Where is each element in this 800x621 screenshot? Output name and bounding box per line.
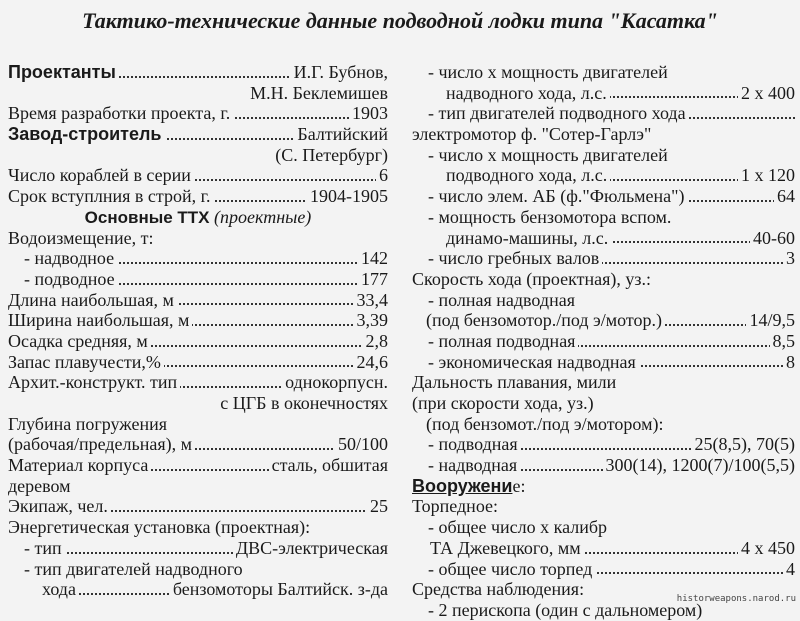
tubes-row [412,538,795,559]
left-column [8,62,388,600]
builder-row [8,124,388,145]
surf-engines-label: - тип двигателей надводного [24,558,243,579]
armament-label-end: е: [512,475,526,496]
builder-label: Завод-строитель [8,124,165,145]
aux-label-1: - мощность бензомотора вспом. [428,206,672,227]
dev-time-row [8,103,388,124]
aux-value: 40-60 [750,228,795,249]
full-surf-value: 14/9,5 [746,310,795,331]
service-row [8,186,388,207]
shafts-label: - число гребных валов [412,248,602,269]
main-ttx-note: (проектные) [214,206,312,227]
full-sub-value: 8,5 [770,331,796,352]
sub-power-label-2: подводного хода, л.с. [412,165,610,186]
designer-2-row [8,83,388,104]
range-label: Дальность плавания, мили [412,372,617,393]
batt-value: 64 [774,186,795,207]
width-label: Ширина наибольшая, м [8,310,192,331]
num-power-label-row [412,62,795,83]
sub-power-label-1: - число х мощность двигателей [428,144,668,165]
builder-city: (С. Петербург) [272,145,388,166]
hull-label: Материал корпуса [8,455,151,476]
displacement-label: Водоизмещение, т: [8,227,154,248]
batt-row [412,186,795,207]
aux-label-row [412,207,795,228]
range-row [412,372,795,393]
econ-label: - экономическая надводная [412,352,639,373]
ships-row [8,165,388,186]
designer-2: М.Н. Беклемишев [247,83,388,104]
armament-row [412,476,795,497]
full-surf-label: - полная надводная [428,289,575,310]
length-row [8,290,388,311]
crew-row [8,496,388,517]
full-sub-row [412,331,795,352]
sub-engine-label: - тип двигателей подводного хода [412,103,689,124]
torps-value: 4 [783,559,795,580]
crew-value: 25 [367,496,388,517]
full-surf-label-2: (под бензомотор./под э/мотор.) [412,310,665,331]
power-type-label: - тип [8,538,65,559]
surface-row [8,248,388,269]
builder-value: Балтийский [294,124,388,145]
depth-row [8,434,388,455]
arch-label: Архит.-конструкт. тип [8,372,180,393]
surf-engines-row [8,579,388,600]
range-sub-1-row [412,393,795,414]
depth-label-2: (рабочая/предельная), м [8,434,195,455]
service-value: 1904-1905 [307,186,388,207]
designer-1: И.Г. Бубнов, [291,62,388,83]
range-submerged-row [412,434,795,455]
num-power-value: 2 х 400 [738,83,795,104]
draft-row [8,331,388,352]
surf-engines-value: бензомоторы Балтийск. з-да [170,579,388,600]
designers-label: Проектанты [8,62,119,83]
surface-value: 142 [358,248,388,269]
displacement-row [8,228,388,249]
surface-label: - надводное [8,248,117,269]
buoyancy-label: Запас плавучести,% [8,352,164,373]
hull-value: сталь, обшитая [269,455,388,476]
draft-value: 2,8 [363,331,389,352]
crew-label: Экипаж, чел. [8,496,111,517]
buoyancy-row [8,352,388,373]
main-ttx-heading [8,207,388,228]
depth-label-1: Глубина погружения [8,413,167,434]
arch-row [8,372,388,393]
range-surface-label: - надводная [412,455,520,476]
econ-value: 8 [783,352,795,373]
right-column [412,62,795,621]
hull-2-row [8,476,388,497]
hull-row [8,455,388,476]
num-power-label-1: - число х мощность двигателей [428,62,668,82]
width-row [8,310,388,331]
econ-row [412,352,795,373]
tubes-label-row [412,517,795,538]
tubes-value: 4 х 450 [738,538,795,559]
batt-label: - число элем. АБ (ф."Фюльмена") [412,186,688,207]
power-type-row [8,538,388,559]
designers-row [8,62,388,83]
dev-time-value: 1903 [349,103,388,124]
range-sub-2-row [412,414,795,435]
tubes-label: - общее число х калибр [428,517,608,538]
shafts-row [412,248,795,269]
arch-2-row [8,393,388,414]
torpedo-label: Торпедное: [412,496,499,517]
submerged-value: 177 [358,269,388,290]
depth-label-row [8,414,388,435]
torps-label: - общее число торпед [412,559,595,580]
obs-label: Средства наблюдения: [412,579,585,600]
num-power-row [412,83,795,104]
range-submerged-value: 25(8,5), 70(5) [692,434,795,455]
sub-power-value: 1 х 120 [738,165,795,186]
hull-value-2: деревом [8,475,71,496]
buoyancy-value: 24,6 [354,352,389,373]
ships-value: 6 [376,165,388,186]
torps-row [412,559,795,580]
draft-label: Осадка средняя, м [8,331,151,352]
surf-engines-sub-label: хода [8,579,79,600]
service-label: Срок вступлния в строй, г. [8,186,213,207]
power-label: Энергетическая установка (проектная): [8,517,311,538]
power-type-value: ДВС-электрическая [233,538,388,559]
arch-value: однокорпусн. [282,372,388,393]
depth-value: 50/100 [335,434,388,455]
page-title: Тактико-технические данные подводной лодки типа "Касатка" [82,8,718,33]
shafts-value: 3 [783,248,795,269]
builder-city-row [8,145,388,166]
num-power-label-2: надводного хода, л.с. [412,83,610,104]
torpedo-row [412,496,795,517]
range-surface-row [412,455,795,476]
range-surface-value: 300(14), 1200(7)/100(5,5) [603,455,795,476]
sub-engine-row [412,124,795,145]
ships-label: Число кораблей в серии [8,165,194,186]
watermark: historweapons.narod.ru [676,594,796,604]
main-ttx-label: Основные ТТХ [84,207,210,227]
aux-label-2: динамо-машины, л.с. [412,228,611,249]
range-sub-1: (при скорости хода, уз.) [412,393,594,413]
aux-row [412,228,795,249]
speed-label: Скорость хода (проектная), уз.: [412,268,652,289]
full-surf-label-row [412,290,795,311]
submerged-row [8,269,388,290]
full-sub-label: - полная подводная [412,331,578,352]
width-value: 3,39 [354,310,389,331]
length-value: 33,4 [354,290,389,311]
speed-row [412,269,795,290]
range-sub-2: (под бензомот./под э/мотором): [426,413,664,434]
full-surf-row [412,310,795,331]
armament-label: Вооружени [412,475,513,496]
surf-engines-label-row [8,559,388,580]
dev-time-label: Время разработки проекта, г. [8,103,233,124]
submerged-label: - подводное [8,269,118,290]
tubes-label-2: ТА Джевецкого, мм [412,538,584,559]
sub-engine-label-row [412,103,795,124]
range-submerged-label: - подводная [412,434,521,455]
arch-value-2: с ЦГБ в оконечностях [217,393,388,414]
obs-value: - 2 перископа (один с дальномером) [428,599,703,620]
power-row [8,517,388,538]
length-label: Длина наибольшая, м [8,290,177,311]
sub-engine-value: электромотор ф. "Сотер-Гарлэ" [412,124,652,145]
sub-power-label-row [412,145,795,166]
sub-power-row [412,165,795,186]
